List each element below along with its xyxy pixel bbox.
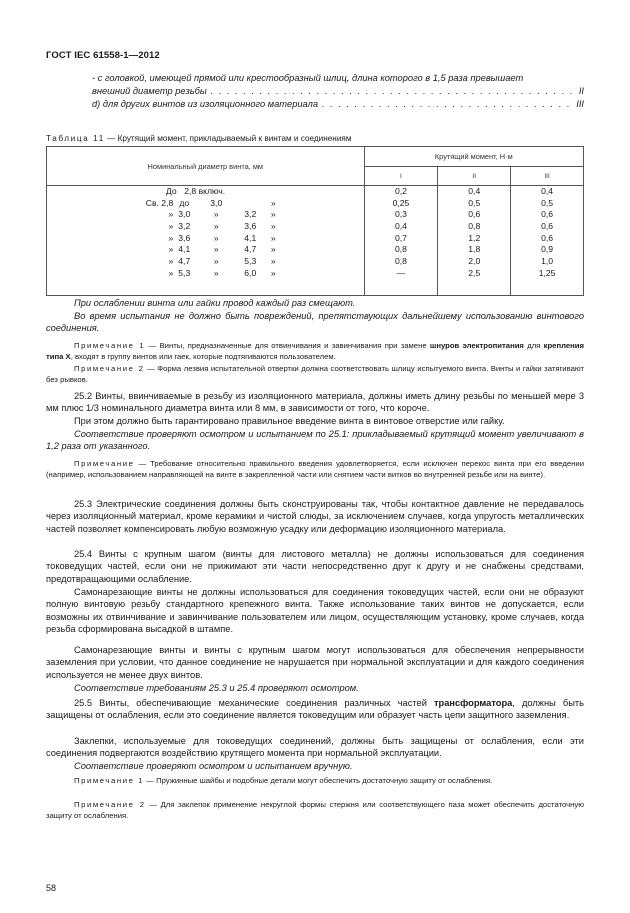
diameter-part: » [270, 221, 276, 232]
torque-table [46, 146, 584, 296]
torque-value-III: 1,0 [541, 256, 554, 267]
torque-III-cell [511, 186, 584, 296]
table-caption: Таблица 11 — Крутящий момент, прикладываемый к винтам и соединениям [46, 134, 352, 143]
torque-value-I: 0,4 [394, 221, 407, 232]
torque-value-III: 1,25 [538, 267, 556, 278]
diameter-part: » [168, 221, 174, 232]
intro-item-c: - с головкой, имеющей прямой или крестообразный шлиц, длина которого в 1,5 раза превышает [92, 73, 524, 83]
diameter-part: » [270, 232, 276, 243]
torque-value-III: 0,6 [541, 209, 554, 220]
diameter-part: » [168, 244, 174, 255]
torque-value-II: 0,8 [468, 221, 481, 232]
torque-value-III: 0,9 [541, 244, 554, 255]
diameter-part: 3,6 [178, 232, 191, 243]
torque-value-I: 0,25 [392, 197, 410, 208]
col-torque-header: Крутящий момент, Н·м [364, 147, 583, 167]
diameter-part: 3,0 [210, 197, 223, 208]
paragraph-25-2: 25.2 Винты, ввинчиваемые в резьбу из изоляционного материала, должны иметь длину резьбы по меньшей мере 3 мм плюс 1/3 номинального диаметра винта или 8 мм, в зависимости от того, что короче. [46, 391, 584, 414]
torque-value-II: 0,6 [468, 209, 481, 220]
torque-value-II: 2,0 [468, 256, 481, 267]
diameter-part [250, 186, 276, 198]
paragraph-loosening: При ослаблении винта или гайки провод каждый раз смещают. [74, 298, 356, 308]
intro-item-c-cont: внешний диаметр резьбы . . . II [92, 85, 584, 97]
diameter-part [276, 186, 296, 198]
diameter-part: » [270, 244, 276, 255]
diameter-part: 5,3 [244, 256, 257, 267]
paragraph-damage: Во время испытания не должно быть повреждений, препятствующих дальнейшему использованию винтового соединения. [46, 311, 584, 334]
diameter-row [47, 198, 364, 210]
diameter-part: 3,2 [244, 209, 257, 220]
diameter-part: 6,0 [244, 267, 257, 278]
diameter-part: Св. 2,8 [145, 197, 174, 208]
note-2: Примечание 2 — Форма лезвия испытательной отвертки должна соответствовать шлицу испытуемого винта. Винты и гайки затягивают без рывков. [46, 364, 584, 384]
torque-value-III: 0,6 [541, 221, 554, 232]
torque-value-III: 0,5 [541, 197, 554, 208]
torque-value-I: 0,8 [394, 256, 407, 267]
torque-value-II: 0,4 [468, 186, 481, 196]
diameter-part: » [168, 256, 174, 267]
paragraph-25-5-b: Заклепки, используемые для токоведущих соединений, должны быть защищены от ослабления, если эти соединения подвергаются воздействию крутящего момента при нормальной эксплуатации. [46, 736, 584, 759]
diameter-part [237, 198, 263, 210]
diameter-row [47, 233, 364, 245]
diameter-part: » [168, 209, 174, 220]
diameter-row [47, 186, 364, 198]
col-II-header: II [438, 167, 511, 186]
diameter-part: » [168, 232, 174, 243]
torque-I-cell [364, 186, 438, 296]
diameter-part: » [213, 244, 219, 255]
paragraph-25-4-c: Самонарезающие винты и винты с крупным шагом могут использоваться для обеспечения непрерывности заземления при условии, что данное соединение не нарушается при нормальной эксплуатации и для каждого соединения используется не менее двух винтов. [46, 645, 584, 680]
torque-value-II: 2,5 [468, 267, 481, 278]
diameter-part: 4,7 [178, 256, 191, 267]
diameter-cell [47, 186, 365, 296]
diameter-part: » [213, 232, 219, 243]
diameter-part: до [179, 197, 190, 208]
dot-leader [211, 85, 575, 97]
torque-value-I: — [396, 267, 406, 278]
diameter-part: 4,1 [178, 244, 191, 255]
paragraph-25-5: 25.5 Винты, обеспечивающие механические соединения различных частей трансформатора, должны быть защищены от ослабления, если это соединение является токоведущим или образует часть цепи защитного заземления. [46, 698, 584, 721]
torque-value-I: 0,3 [394, 209, 407, 220]
diameter-part: » [270, 197, 276, 208]
diameter-part: » [270, 256, 276, 267]
dot-leader [322, 98, 572, 110]
page-number: 58 [46, 883, 57, 893]
diameter-row [47, 221, 364, 233]
diameter-list [47, 186, 364, 278]
torque-value-III: 0,4 [541, 186, 554, 196]
torque-value-I: 0,2 [394, 186, 407, 196]
diameter-part: 4,7 [244, 244, 257, 255]
paragraph-25-4-d: Соответствие требованиям 25.3 и 25.4 проверяют осмотром. [74, 683, 359, 693]
diameter-row [47, 209, 364, 221]
torque-II-cell [438, 186, 511, 296]
standard-header: ГОСТ IEC 61558-1—2012 [46, 50, 160, 61]
col-diameter-header: Номинальный диаметр винта, мм [47, 147, 365, 186]
diameter-part: 3,2 [178, 221, 191, 232]
paragraph-25-2-b: При этом должно быть гарантировано правильное введение винта в винтовое отверстие или гайку. [74, 416, 505, 426]
diameter-part: » [213, 256, 219, 267]
diameter-part: 4,1 [244, 232, 257, 243]
diameter-row [47, 256, 364, 268]
diameter-part: 3,6 [244, 221, 257, 232]
torque-value-I: 0,8 [394, 244, 407, 255]
paragraph-25-4: 25.4 Винты с крупным шагом (винты для листового металла) не должны использоваться для соединения токоведущих частей, если они не прижимают эти части непосредственно друг к другу и не снабжены средствами, предотвращающими ослабление. [46, 549, 584, 584]
diameter-part: » [213, 267, 219, 278]
torque-value-III: 0,6 [541, 232, 554, 243]
diameter-row [47, 244, 364, 256]
torque-value-II: 1,8 [468, 244, 481, 255]
paragraph-25-2-c: Соответствие проверяют осмотром и испытанием по 25.1: прикладываемый крутящий момент увеличивают в 1,2 раза от указанного. [46, 429, 584, 452]
note-5: Примечание 2 — Для заклепок применение некруглой формы стержня или соответствующего паза может обеспечить достаточную защиту от ослабления. [46, 800, 584, 820]
col-III-header: III [511, 167, 584, 186]
col-I-header: I [364, 167, 438, 186]
diameter-part: » [168, 267, 174, 278]
diameter-part: 5,3 [178, 267, 191, 278]
torque-value-I: 0,7 [394, 232, 407, 243]
diameter-part: » [213, 209, 219, 220]
paragraph-25-5-c: Соответствие проверяют осмотром и испытанием вручную. [74, 761, 353, 771]
diameter-part: » [270, 209, 276, 220]
note-1: Примечание 1 — Винты, предназначенные для отвинчивания и завинчивания при замене шнуров электропитания для крепления типа X, входят в группу винтов или гаек, которые подтягиваются пользователем. [46, 341, 585, 361]
intro-item-d: d) для других винтов из изоляционного материала . . . III [92, 98, 584, 110]
diameter-part: » [270, 267, 276, 278]
diameter-part: До [165, 186, 177, 196]
diameter-part [114, 186, 160, 198]
diameter-part: » [213, 221, 219, 232]
diameter-part: 3,0 [178, 209, 191, 220]
note-4: Примечание 1 — Пружинные шайбы и подобные детали могут обеспечить достаточную защиту от ослабления. [74, 776, 493, 785]
torque-value-II: 1,2 [468, 232, 481, 243]
diameter-row [47, 268, 364, 280]
paragraph-25-3: 25.3 Электрические соединения должны быть сконструированы так, чтобы контактное давление не передавалось через изоляционный материал, кроме керамики и чистой слюды, за исключением случаев, когда упругость металлических частей позволяет компенсировать любую возможную усадку или деформацию изоляционного материала. [46, 499, 584, 534]
paragraph-25-4-b: Самонарезающие винты не должны использоваться для соединения токоведущих частей, если они не образуют полную винтовую резьбу стандартного крепежного винта. Также использование таких винтов не допускается, если возможны их отвинчивание и завинчивание пользователем или лицом, осуществляющим установку, кроме случаев, когда резьба сформирована высадкой в штампе. [46, 587, 584, 634]
note-3: Примечание — Требование относительно правильного введения удовлетворяется, если исключен перекос винта при его введении (например, использованием направляющей на винте в закрепленной части или снятием части витков во внутренней резьбе или на винте). [46, 459, 584, 479]
diameter-part: 2,8 включ. [184, 186, 226, 196]
torque-value-II: 0,5 [468, 197, 481, 208]
